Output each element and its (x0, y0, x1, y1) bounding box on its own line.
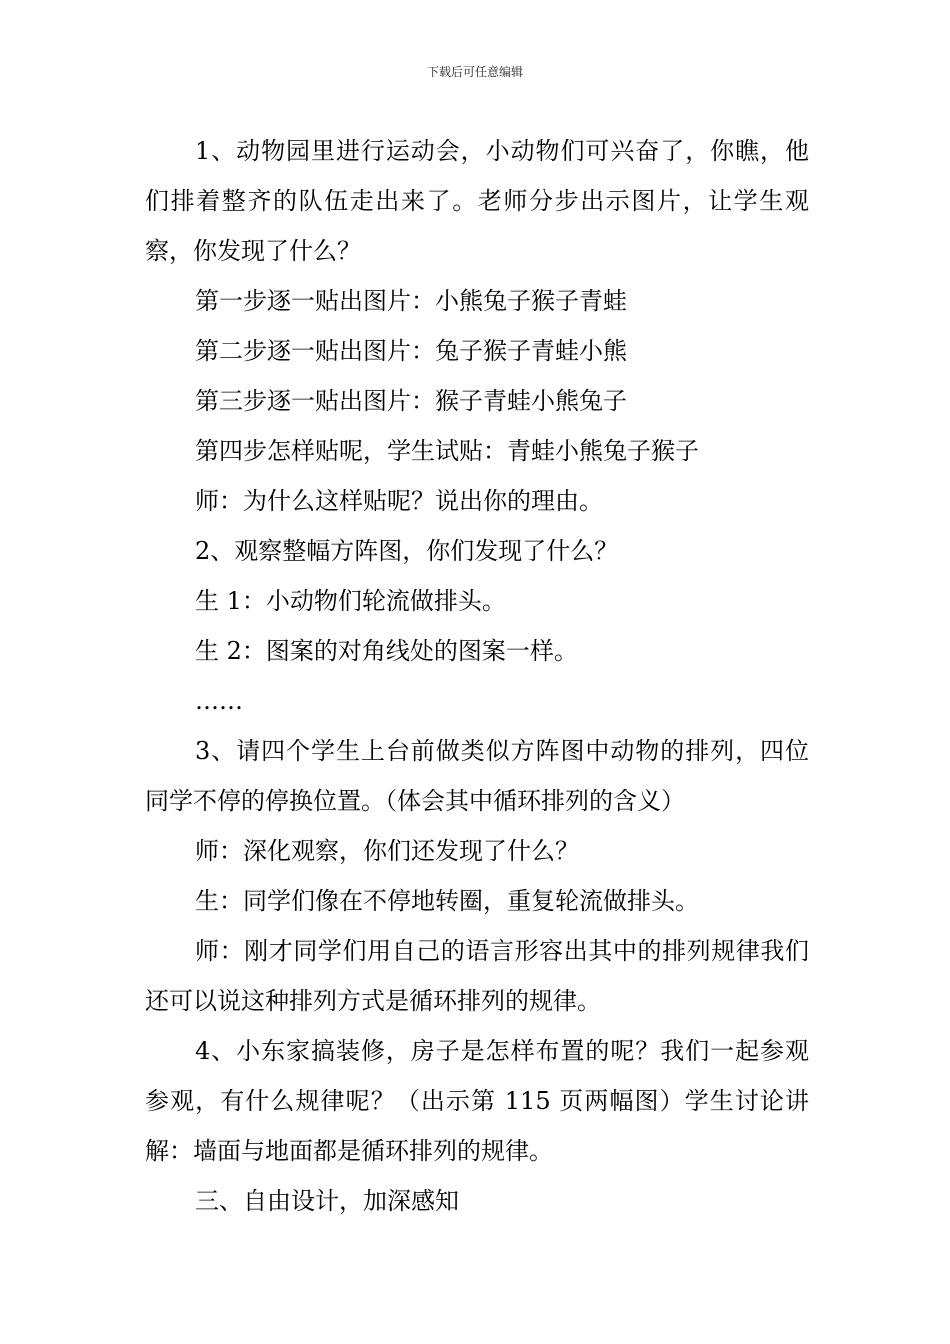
paragraph-8: 生 1：小动物们轮流做排头。 (195, 587, 506, 615)
paragraph-6: 师：为什么这样贴呢？说出你的理由。 (195, 487, 603, 515)
document-body (145, 126, 809, 1226)
paragraph-3: 第二步逐一贴出图片：兔子猴子青蛙小熊 (195, 337, 627, 365)
paragraph-11: 师：深化观察，你们还发现了什么？ (195, 837, 579, 865)
paragraph-13: 师：刚才同学们用自己的语言形容出其中的排列规律我们还可以说这种排列方式是循环排列的规律。 (145, 937, 809, 1015)
paragraph-5: 第四步怎样贴呢，学生试贴：青蛙小熊兔子猴子 (195, 437, 699, 465)
section-heading: 三、自由设计，加深感知 (195, 1187, 459, 1215)
paragraph-7: 2、观察整幅方阵图，你们发现了什么？ (195, 537, 619, 565)
paragraph-10: 3、请四个学生上台前做类似方阵图中动物的排列，四位同学不停的停换位置。（体会其中循环排列的含义） (145, 737, 809, 815)
paragraph-14: 4、小东家搞装修，房子是怎样布置的呢？我们一起参观参观，有什么规律呢？（出示第 115 页两幅图）学生讨论讲解：墙面与地面都是循环排列的规律。 (145, 1037, 809, 1165)
paragraph-9: 生 2：图案的对角线处的图案一样。 (195, 637, 578, 665)
paragraph-12: 生：同学们像在不停地转圈，重复轮流做排头。 (195, 887, 699, 915)
paragraph-1: 1、动物园里进行运动会，小动物们可兴奋了，你瞧，他们排着整齐的队伍走出来了。老师分步出示图片，让学生观察，你发现了什么？ (145, 137, 809, 265)
paragraph-ellipsis: …… (195, 687, 243, 715)
page-header: 下载后可任意编辑 (426, 65, 523, 79)
paragraph-4: 第三步逐一贴出图片：猴子青蛙小熊兔子 (195, 387, 627, 415)
paragraph-2: 第一步逐一贴出图片：小熊兔子猴子青蛙 (195, 287, 627, 315)
